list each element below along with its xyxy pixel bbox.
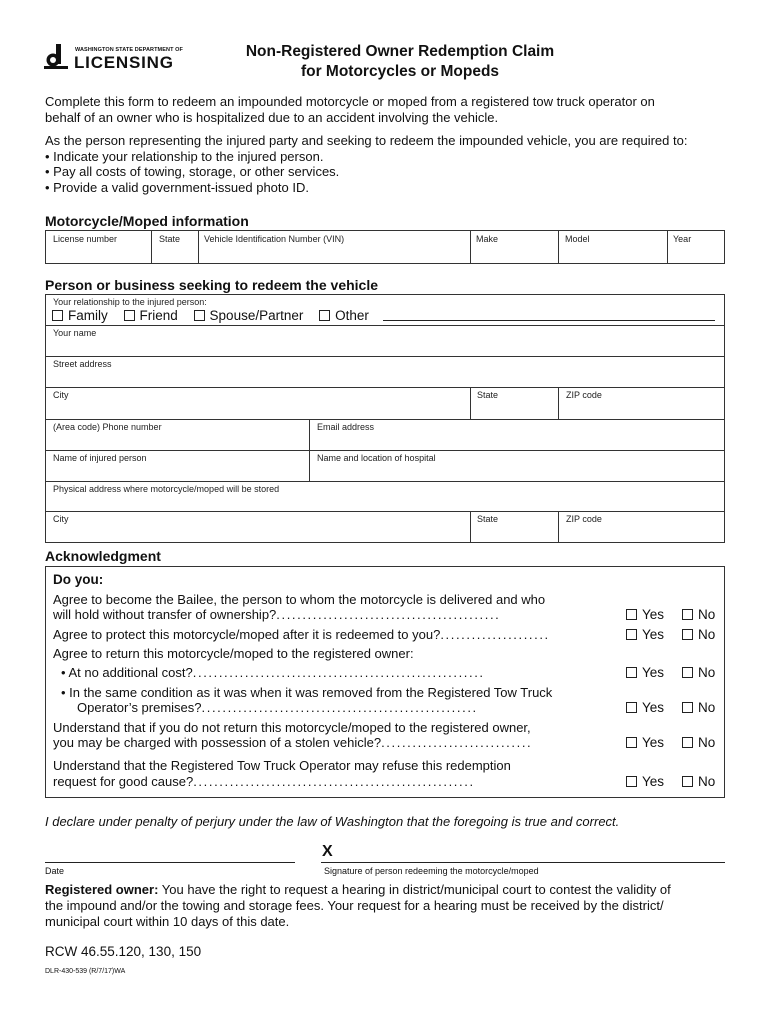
page-title-line2: for Motorcycles or Mopeds xyxy=(300,63,500,80)
q1-yes[interactable]: Yes xyxy=(626,607,664,622)
q3b-yes-checkbox[interactable] xyxy=(626,702,637,713)
phone-field[interactable]: (Area code) Phone number xyxy=(53,422,162,432)
family-option[interactable] xyxy=(52,308,108,323)
q5-no-checkbox[interactable] xyxy=(682,776,693,787)
zip-code-field[interactable]: ZIP code xyxy=(566,390,602,400)
q3a-text: • At no additional cost? xyxy=(61,665,193,680)
q2-yes[interactable]: Yes xyxy=(626,627,664,642)
q4-line1: Understand that if you do not return this motorcycle/moped to the registered owner, xyxy=(53,720,531,735)
q3a-yes-checkbox[interactable] xyxy=(626,667,637,678)
q3b-line2: Operator’s premises? xyxy=(77,700,202,715)
q5-yes[interactable]: Yes xyxy=(626,774,664,789)
page-title-line1: Non-Registered Owner Redemption Claim xyxy=(245,43,555,60)
intro-line3: As the person representing the injured party and seeking to redeem the impounded vehicle, you are required to: xyxy=(45,133,688,148)
registered-owner-bold: Registered owner: xyxy=(45,882,159,897)
storage-city-field[interactable]: City xyxy=(53,514,69,524)
spouse-option[interactable] xyxy=(194,308,304,323)
street-address-field[interactable]: Street address xyxy=(53,359,112,369)
intro-bullet: • Provide a valid government-issued photo ID. xyxy=(45,180,309,195)
q2-no[interactable]: No xyxy=(682,627,715,642)
signature-line[interactable] xyxy=(321,862,725,863)
q3b-yes[interactable]: Yes xyxy=(626,700,664,715)
your-name-field[interactable]: Your name xyxy=(53,328,97,338)
q3-text: Agree to return this motorcycle/moped to the registered owner: xyxy=(53,646,414,661)
email-field[interactable]: Email address xyxy=(317,422,375,432)
relationship-label: Your relationship to the injured person: xyxy=(53,297,207,307)
state-field[interactable]: State xyxy=(477,390,499,400)
q5-line2: request for good cause? xyxy=(53,774,194,789)
q2-text: Agree to protect this motorcycle/moped after it is redeemed to you? xyxy=(53,627,441,642)
license-number-field[interactable]: License number xyxy=(53,234,118,244)
friend-label: Friend xyxy=(139,308,178,323)
date-line[interactable] xyxy=(45,862,295,863)
make-field[interactable]: Make xyxy=(476,234,499,244)
q5-line1: Understand that the Registered Tow Truck Operator may refuse this redemption xyxy=(53,758,511,773)
vehicle-info-grid xyxy=(45,230,725,264)
year-field[interactable]: Year xyxy=(673,234,692,244)
q1-yes-checkbox[interactable] xyxy=(626,609,637,620)
q5-no[interactable]: No xyxy=(682,774,715,789)
registered-owner-line3: municipal court within 10 days of this date. xyxy=(45,914,290,929)
intro-line2: behalf of an owner who is hospitalized due to an accident involving the vehicle. xyxy=(45,110,499,125)
q2-no-checkbox[interactable] xyxy=(682,629,693,640)
q1-no[interactable]: No xyxy=(682,607,715,622)
logo-main-text: LICENSING xyxy=(74,53,174,72)
q1-line2: will hold without transfer of ownership? xyxy=(53,607,277,622)
q2-yes-checkbox[interactable] xyxy=(626,629,637,640)
intro-bullet: • Pay all costs of towing, storage, or other services. xyxy=(45,164,340,179)
intro-line1: Complete this form to redeem an impounded motorcycle or moped from a registered tow truck operator on xyxy=(45,94,655,109)
spouse-label: Spouse/Partner xyxy=(209,308,304,323)
family-checkbox[interactable] xyxy=(52,310,63,321)
rcw-reference: RCW 46.55.120, 130, 150 xyxy=(45,944,202,959)
intro-bullet: • Indicate your relationship to the injured person. xyxy=(45,149,324,164)
hospital-field[interactable]: Name and location of hospital xyxy=(317,453,436,463)
q4-no[interactable]: No xyxy=(682,735,715,750)
ack-section-heading: Acknowledgment xyxy=(45,548,161,564)
logo-small-text: WASHINGTON STATE DEPARTMENT OF xyxy=(75,47,184,53)
vehicle-state-field[interactable]: State xyxy=(159,234,181,244)
form-number: DLR-430-539 (R/7/17)WA xyxy=(45,968,126,975)
q3b-line1: • In the same condition as it was when it was removed from the Registered Tow Truck xyxy=(61,685,553,700)
friend-checkbox[interactable] xyxy=(124,310,135,321)
do-you-label: Do you: xyxy=(53,572,104,587)
storage-state-field[interactable]: State xyxy=(477,514,499,524)
q4-no-checkbox[interactable] xyxy=(682,737,693,748)
q3a-yes[interactable]: Yes xyxy=(626,665,664,680)
relationship-options xyxy=(52,308,381,323)
vehicle-section-heading: Motorcycle/Moped information xyxy=(45,213,249,229)
storage-zip-field[interactable]: ZIP code xyxy=(566,514,602,524)
q4-line2: you may be charged with possession of a stolen vehicle? xyxy=(53,735,382,750)
model-field[interactable]: Model xyxy=(565,234,590,244)
other-label: Other xyxy=(335,308,369,323)
other-write-in-line[interactable] xyxy=(383,320,715,321)
signature-x-mark: X xyxy=(322,843,333,860)
person-info-grid xyxy=(45,294,725,543)
declaration-text: I declare under penalty of perjury under the law of Washington that the foregoing is true and correct. xyxy=(45,814,620,829)
dol-logo-mark-icon xyxy=(44,44,68,70)
q1-no-checkbox[interactable] xyxy=(682,609,693,620)
registered-owner-line2: the impound and/or the towing and storage fees. Your request for a hearing must be received by the district/ xyxy=(45,898,664,913)
q4-yes[interactable]: Yes xyxy=(626,735,664,750)
person-section-heading: Person or business seeking to redeem the vehicle xyxy=(45,277,379,293)
family-label: Family xyxy=(68,308,108,323)
dol-logo xyxy=(44,44,194,74)
q5-yes-checkbox[interactable] xyxy=(626,776,637,787)
registered-owner-line1: Registered owner: You have the right to request a hearing in district/municipal court to contest the validity of xyxy=(45,882,671,897)
q3a-no[interactable]: No xyxy=(682,665,715,680)
friend-option[interactable] xyxy=(124,308,178,323)
date-label: Date xyxy=(45,866,65,876)
q4-yes-checkbox[interactable] xyxy=(626,737,637,748)
q3b-no-checkbox[interactable] xyxy=(682,702,693,713)
q3a-no-checkbox[interactable] xyxy=(682,667,693,678)
q3b-no[interactable]: No xyxy=(682,700,715,715)
storage-address-field[interactable]: Physical address where motorcycle/moped will be stored xyxy=(53,484,280,494)
spouse-checkbox[interactable] xyxy=(194,310,205,321)
injured-person-field[interactable]: Name of injured person xyxy=(53,453,147,463)
q1-line1: Agree to become the Bailee, the person to whom the motorcycle is delivered and who xyxy=(53,592,546,607)
other-option[interactable] xyxy=(319,308,369,323)
signature-label: Signature of person redeeming the motorcycle/moped xyxy=(324,866,539,876)
city-field[interactable]: City xyxy=(53,390,69,400)
other-checkbox[interactable] xyxy=(319,310,330,321)
vin-field[interactable]: Vehicle Identification Number (VIN) xyxy=(204,234,345,244)
